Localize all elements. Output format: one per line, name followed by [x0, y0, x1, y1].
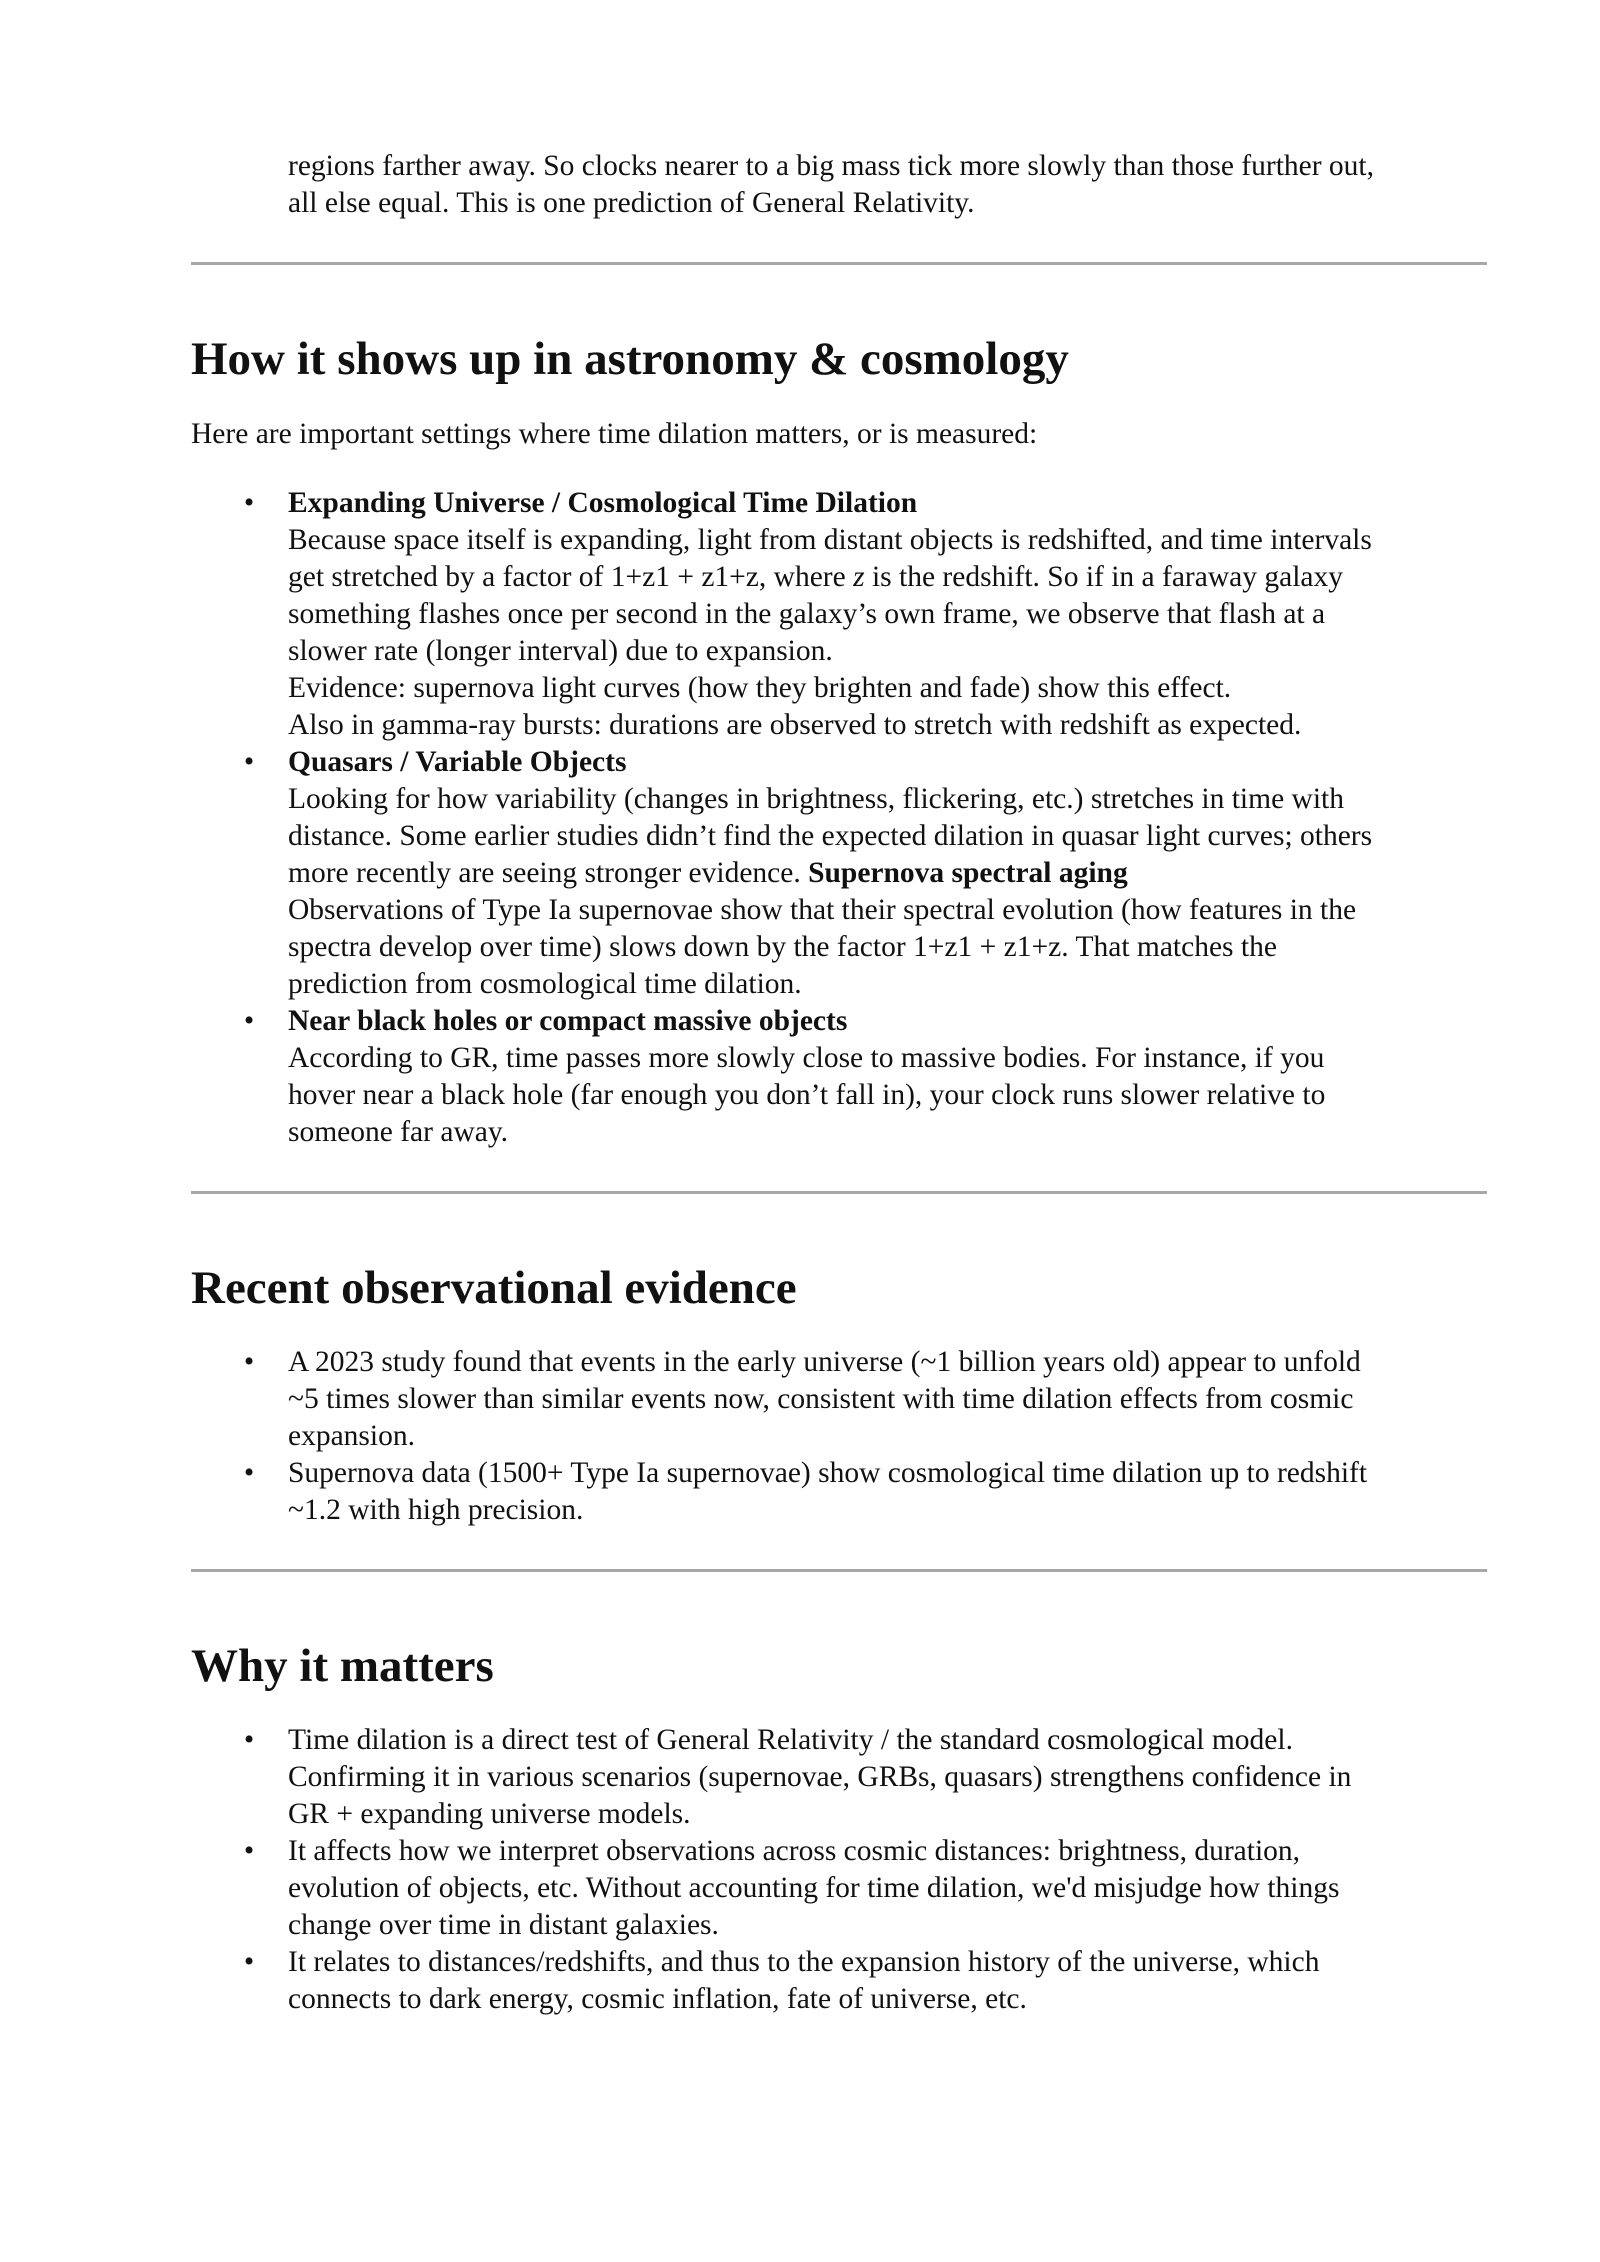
list-item-text: It affects how we interpret observations across cosmic distances: brightness, duration, — [288, 1835, 1301, 1867]
list-item-text: GR + expanding universe models. — [288, 1798, 691, 1830]
list-item-text: Supernova data (1500+ Type Ia supernovae) show cosmological time dilation up to redshift — [288, 1457, 1368, 1489]
list-item — [191, 1944, 1486, 2018]
list-item — [191, 1003, 1486, 1151]
matters-list — [191, 1722, 1486, 2018]
list-item-text: something flashes once per second in the galaxy’s own frame, we observe that flash at a — [288, 598, 1326, 630]
intro-line: regions farther away. So clocks nearer to a big mass tick more slowly than those further out, — [288, 150, 1374, 182]
bullet-icon: • — [243, 487, 255, 519]
list-item-text: Confirming it in various scenarios (supernovae, GRBs, quasars) strengthens confidence in — [288, 1761, 1352, 1793]
list-item-text: Looking for how variability (changes in brightness, flickering, etc.) stretches in time with — [288, 783, 1344, 815]
list-item-text: connects to dark energy, cosmic inflation, fate of universe, etc. — [288, 1983, 1027, 2015]
list-item-text: A 2023 study found that events in the early universe (~1 billion years old) appear to unfold — [288, 1346, 1361, 1378]
list-item-text: get stretched by a factor of 1+z1 + z1+z, where z is the redshift. So if in a faraway galaxy — [288, 561, 1344, 593]
list-item — [191, 485, 1486, 744]
bullet-icon: • — [243, 1946, 255, 1978]
list-item — [191, 1833, 1486, 1944]
section-heading-astronomy: How it shows up in astronomy & cosmology — [191, 333, 1069, 385]
list-item — [191, 744, 1486, 1003]
list-item-text: slower rate (longer interval) due to expansion. — [288, 635, 833, 667]
document-page — [191, 148, 1486, 2018]
intro-paragraph — [288, 148, 1486, 222]
list-item-text: ~1.2 with high precision. — [288, 1494, 584, 1526]
list-item-text: Time dilation is a direct test of General Relativity / the standard cosmological model. — [288, 1724, 1293, 1756]
list-item-text: According to GR, time passes more slowly close to massive bodies. For instance, if you — [288, 1042, 1325, 1074]
list-item-text: someone far away. — [288, 1116, 509, 1148]
list-item — [191, 1722, 1486, 1833]
list-item-text: evolution of objects, etc. Without accounting for time dilation, we'd misjudge how things — [288, 1872, 1340, 1904]
list-item-text: Also in gamma-ray bursts: durations are observed to stretch with redshift as expected. — [288, 709, 1302, 741]
bullet-icon: • — [243, 1346, 255, 1378]
bullet-icon: • — [243, 1835, 255, 1867]
inline-subheading: Supernova spectral aging — [808, 857, 1128, 889]
section-heading-evidence: Recent observational evidence — [191, 1262, 797, 1314]
astronomy-list — [191, 485, 1486, 1151]
bullet-icon: • — [243, 1457, 255, 1489]
section-lead: Here are important settings where time dilation matters, or is measured: — [191, 418, 1038, 450]
list-item-title: Expanding Universe / Cosmological Time Dilation — [288, 487, 918, 519]
list-item-text: Observations of Type Ia supernovae show that their spectral evolution (how features in the — [288, 894, 1357, 926]
list-item-text: spectra develop over time) slows down by the factor 1+z1 + z1+z. That matches the — [288, 931, 1277, 963]
section-heading-matters: Why it matters — [191, 1640, 494, 1692]
list-item-text: It relates to distances/redshifts, and thus to the expansion history of the universe, which — [288, 1946, 1320, 1978]
list-item — [191, 1455, 1486, 1529]
redshift-variable: z — [853, 561, 865, 593]
list-item-text: ~5 times slower than similar events now, consistent with time dilation effects from cosmic — [288, 1383, 1354, 1415]
bullet-icon: • — [243, 1724, 255, 1756]
list-item-text: more recently are seeing stronger evidence. Supernova spectral aging — [288, 857, 1128, 889]
list-item-text: change over time in distant galaxies. — [288, 1909, 719, 1941]
list-item — [191, 1344, 1486, 1455]
evidence-list — [191, 1344, 1486, 1529]
list-item-text: Because space itself is expanding, light from distant objects is redshifted, and time intervals — [288, 524, 1372, 556]
list-item-text: Evidence: supernova light curves (how they brighten and fade) show this effect. — [288, 672, 1232, 704]
list-item-title: Quasars / Variable Objects — [288, 746, 627, 778]
list-item-text: hover near a black hole (far enough you don’t fall in), your clock runs slower relative to — [288, 1079, 1326, 1111]
intro-line: all else equal. This is one prediction of General Relativity. — [288, 187, 975, 219]
list-item-text: expansion. — [288, 1420, 415, 1452]
bullet-icon: • — [243, 1005, 255, 1037]
list-item-text: prediction from cosmological time dilation. — [288, 968, 802, 1000]
bullet-icon: • — [243, 746, 255, 778]
list-item-text: distance. Some earlier studies didn’t find the expected dilation in quasar light curves; others — [288, 820, 1373, 852]
list-item-title: Near black holes or compact massive objects — [288, 1005, 848, 1037]
